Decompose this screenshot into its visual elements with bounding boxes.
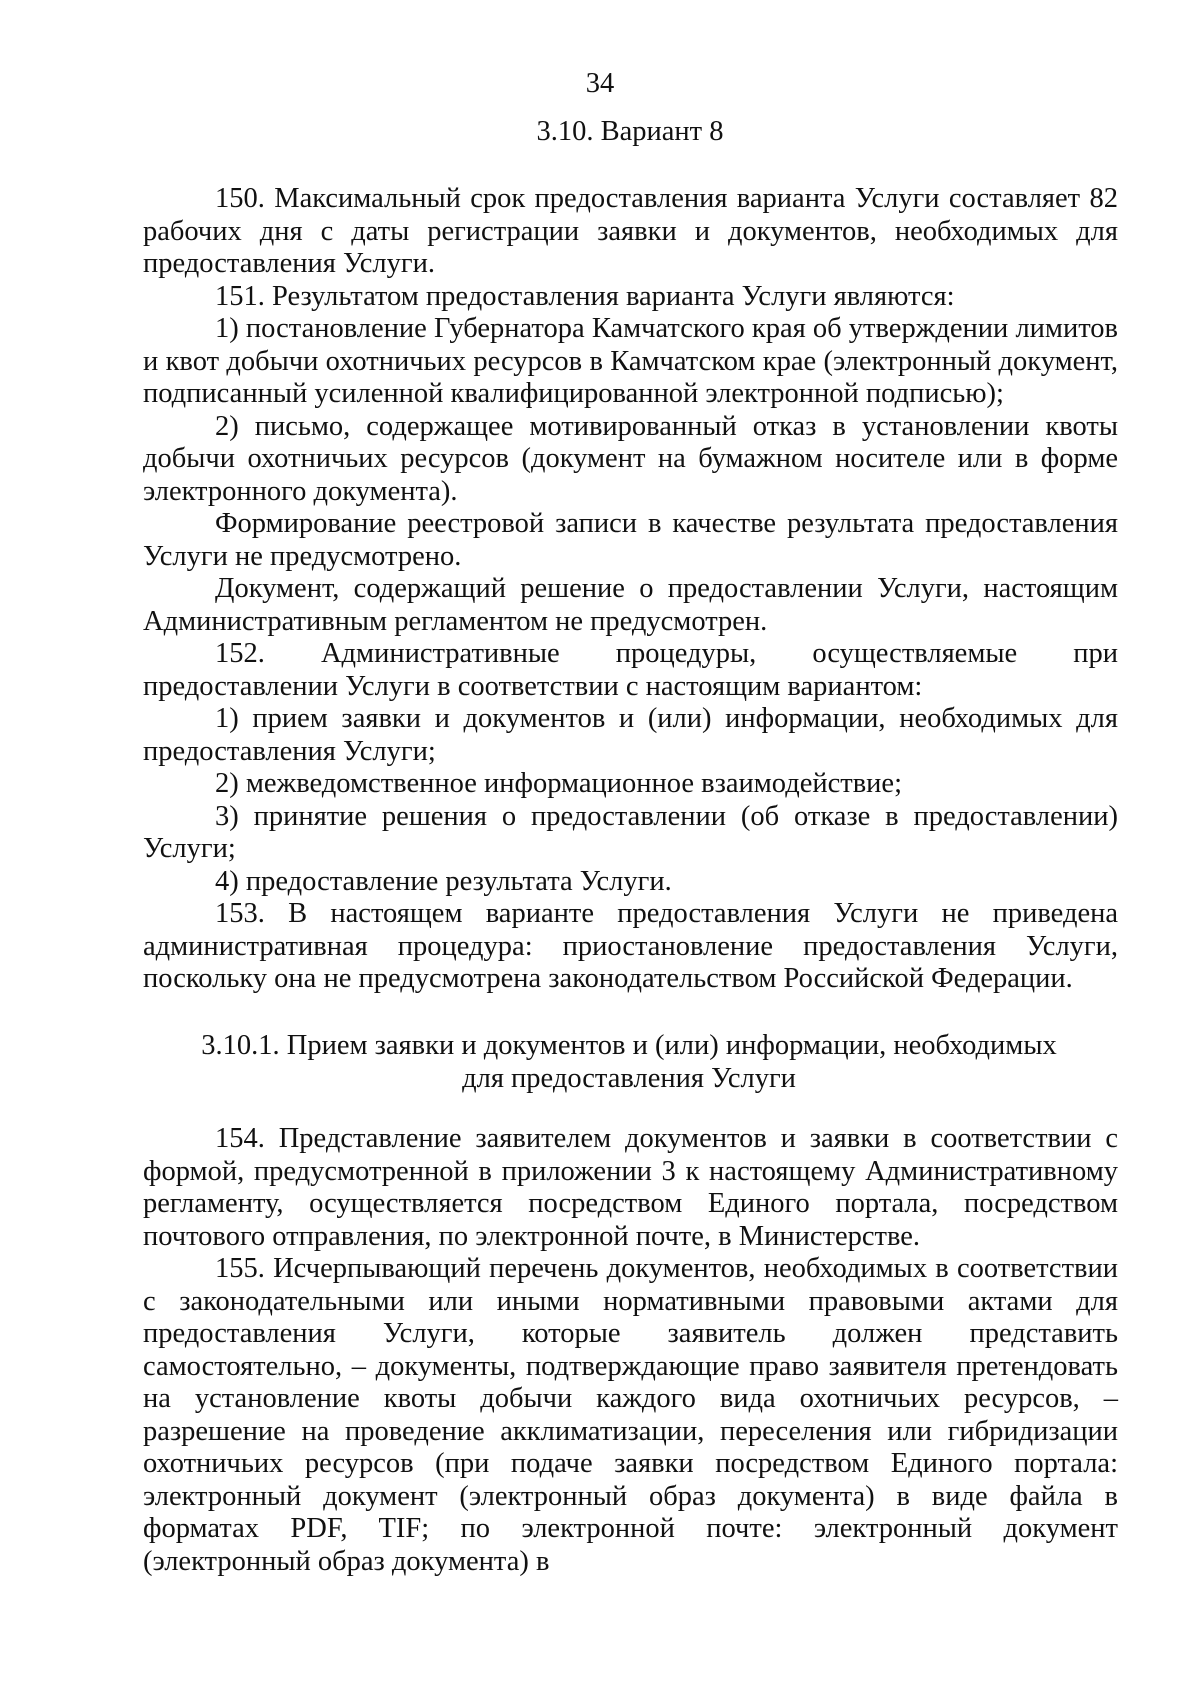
paragraph-155: 155. Исчерпывающий перечень документов, необходимых в соответствии с законодательными или иными нормативными правовыми актами для предоставления Услуги, которые заявитель должен представить самостоятельно, – документы, подтверждающие право заявителя претендовать на установление квоты добычи каждого вида охотничьих ресурсов, – разрешение на проведение акклиматизации, переселения или гибридизации охотничьих ресурсов (при подаче заявки посредством Единого портала: электронный документ (электронный образ документа) в виде файла в форматах PDF, TIF; по электронной почте: электронный документ (электронный образ документа) в [143, 1253, 1118, 1577]
section-title: 3.10. Вариант 8 [536, 116, 724, 147]
paragraph-decision-document: Документ, содержащий решение о предоставлении Услуги, настоящим Административным регламентом не предусмотрен. [143, 573, 1118, 637]
list-item-152-3: 3) принятие решения о предоставлении (об отказе в предоставлении) Услуги; [143, 800, 1118, 864]
page-number: 34 [585, 68, 615, 99]
paragraph-registry-record: Формирование реестровой записи в качестве результата предоставления Услуги не предусмотрено. [143, 508, 1118, 572]
paragraph-153: 153. В настоящем варианте предоставления Услуги не приведена административная процедура: приостановление предоставления Услуги, поскольку она не предусмотрена законодательством Российской Федерации. [143, 898, 1118, 994]
paragraph-150: 150. Максимальный срок предоставления варианта Услуги составляет 82 рабочих дня с даты регистрации заявки и документов, необходимых для предоставления Услуги. [143, 183, 1118, 279]
body-text-block-1 [143, 183, 1118, 996]
paragraph-154: 154. Представление заявителем документов и заявки в соответствии с формой, предусмотренной в приложении 3 к настоящему Административному регламенту, осуществляется посредством Единого портала, посредством почтового отправления, по электронной почте, в Министерстве. [143, 1123, 1118, 1252]
paragraph-152: 152. Административные процедуры, осуществляемые при предоставлении Услуги в соответствии с настоящим вариантом: [143, 638, 1118, 702]
list-item-151-1: 1) постановление Губернатора Камчатского края об утверждении лимитов и квот добычи охотничьих ресурсов в Камчатском крае (электронный документ, подписанный усиленной квалифицированной электронной подписью); [143, 313, 1118, 409]
subsection-title-line-1: 3.10.1. Прием заявки и документов и (или) информации, необходимых [201, 1030, 1057, 1061]
list-item-152-4: 4) предоставление результата Услуги. [215, 865, 672, 897]
paragraph-151: 151. Результатом предоставления варианта Услуги являются: [215, 280, 955, 312]
body-text-block-2 [143, 1123, 1118, 1578]
list-item-152-2: 2) межведомственное информационное взаимодействие; [215, 768, 902, 799]
list-item-152-1: 1) прием заявки и документов и (или) информации, необходимых для предоставления Услуги; [143, 703, 1118, 767]
subsection-title [0, 1030, 1200, 1095]
subsection-title-line-2: для предоставления Услуги [462, 1062, 796, 1094]
list-item-151-2: 2) письмо, содержащее мотивированный отказ в установлении квоты добычи охотничьих ресурсов (документ на бумажном носителе или в форме электронного документа). [143, 410, 1118, 507]
